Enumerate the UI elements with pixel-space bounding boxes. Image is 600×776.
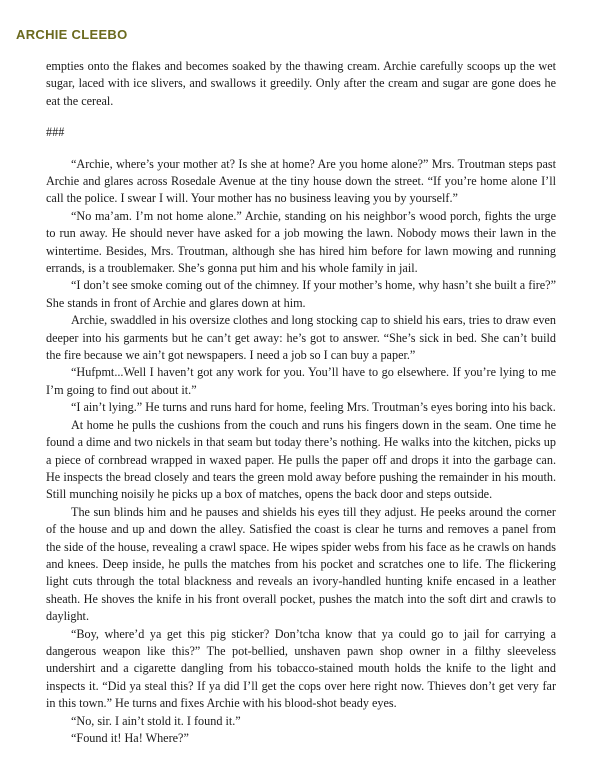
paragraph: “Found it! Ha! Where?” (71, 731, 189, 746)
spacer (46, 142, 556, 156)
paragraph: At home he pulls the cushions from the couch and runs his fingers down in the seam. One time he found a dime and two nickels in that seam but today there’s nothing. He walks into the kitchen, picks up a piece of cornbread wrapped in waxed paper. He pulls the paper off and drops it into the garbage can. He inspects the bread closely and tears the green mold away before pushing the remainder in his mouth. Still munching noisily he picks up a box of matches, opens the back door and steps outside. (46, 417, 556, 502)
paragraph: “Archie, where’s your mother at? Is she at home? Are you home alone?” Mrs. Troutman steps past Archie and glares across Rosedale Avenue at the tiny house down the street. “If you’re home alone I’ll call the police. I swear I will. Your mother has no business leaving you by yourself.” (46, 156, 556, 206)
paragraph: “No, sir. I ain’t stold it. I found it.” (71, 713, 241, 728)
spacer (46, 110, 556, 124)
paragraph: “I ain’t lying.” He turns and runs hard for home, feeling Mrs. Troutman’s eyes boring into his back. (71, 400, 556, 415)
paragraph: empties onto the flakes and becomes soaked by the thawing cream. Archie carefully scoops up the wet sugar, laced with ice slivers, and swallows it greedily. Only after the cream and sugar are gone does he eat the cereal. (46, 59, 556, 108)
body-text (46, 58, 556, 747)
running-head: ARCHIE CLEEBO (16, 27, 128, 42)
paragraph: “Boy, where’d ya get this pig sticker? Don’tcha know that ya could go to jail for carrying a dangerous weapon like this?” The pot-bellied, unshaven pawn shop owner in a filthy sleeveless undershirt and a cigarette dangling from his tobacco-stained mouth holds the knife to the light and inspects it. “Did ya steal this? If ya did I’ll get the cops over here right now. Thieves don’t get very far in this town.” He turns and fixes Archie with his blood-shot beady eyes. (46, 626, 556, 711)
paragraph: “No ma’am. I’m not home alone.” Archie, standing on his neighbor’s wood porch, fights the urge to run away. He should never have asked for a job mowing the lawn. Nobody mows their lawn in the wintertime. Besides, Mrs. Troutman, although she has hired him before for lawn mowing and running errands, is a troublemaker. She’s gonna put him and his whole family in jail. (46, 208, 556, 276)
paragraph: “Hufpmt...Well I haven’t got any work for you. You’ll have to go elsewhere. If you’re lying to me I’m going to find out about it.” (46, 365, 556, 397)
paragraph: “I don’t see smoke coming out of the chimney. If your mother’s home, why hasn’t she built a fire?” She stands in front of Archie and glares down at him. (46, 278, 556, 310)
paragraph: Archie, swaddled in his oversize clothes and long stocking cap to shield his ears, tries to draw even deeper into his garments but he can’t get away: he’s got to answer. “She’s sick in bed. She can’t build the fire because we ain’t got newspapers. I need a job so I can buy a paper.” (46, 313, 556, 363)
paragraph: The sun blinds him and he pauses and shields his eyes till they adjust. He peeks around the corner of the house and up and down the alley. Satisfied the coast is clear he turns and removes a panel from the side of the house, revealing a crawl space. He wipes spider webs from his face as he crawls on hands and knees. Deep inside, he pulls the matches from his pocket and scratches one to life. The flickering light cuts through the total blackness and reveals an ivory-handled hunting knife encased in a leather sheath. He shoves the knife in his front overall pocket, pushes the match into the soft dirt and crawls to daylight. (46, 504, 556, 624)
scene-break: ### (46, 125, 65, 140)
